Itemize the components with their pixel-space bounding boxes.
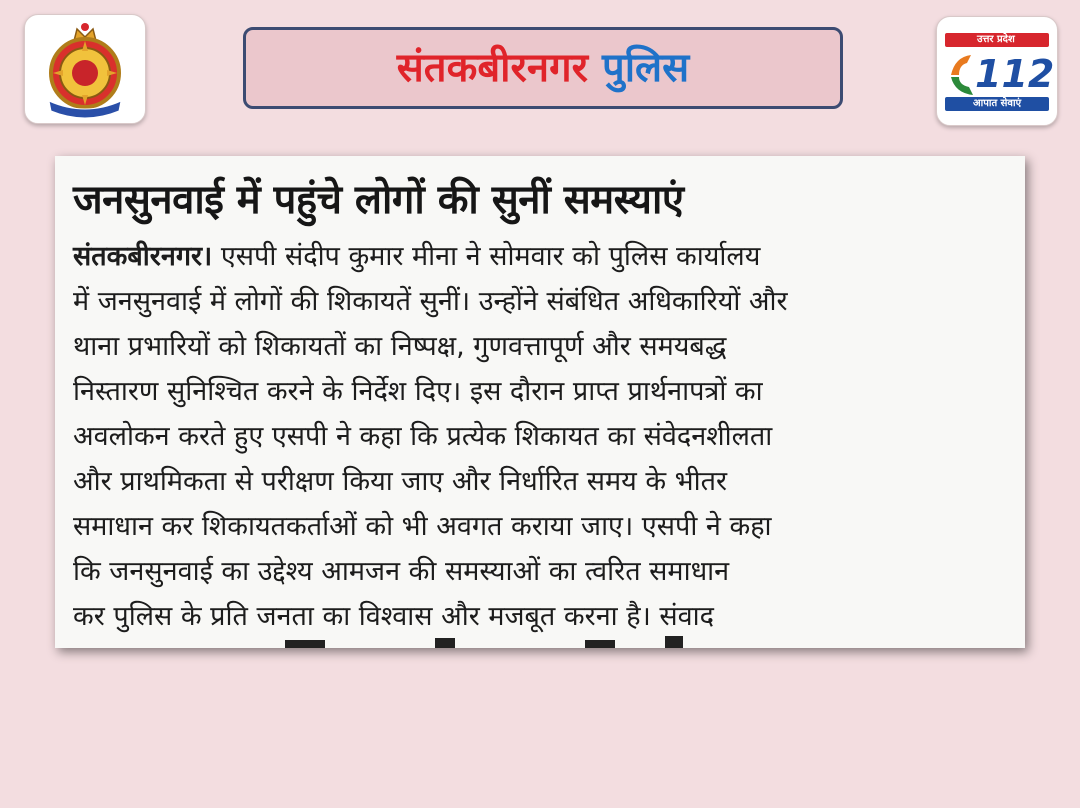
emergency-112-logo [936,16,1058,126]
article-line: कि जनसुनवाई का उद्देश्य आमजन की समस्याओं का त्वरित समाधान [73,556,730,587]
page-title-banner [243,27,843,109]
logo-112-bottom-text: आपात सेवाएं [973,98,1022,109]
article-line: अवलोकन करते हुए एसपी ने कहा कि प्रत्येक शिकायत का संवेदनशीलता [73,421,773,452]
article-body [73,234,1007,639]
title-police: पुलिस [601,45,690,91]
up-police-emblem-icon [25,15,145,123]
cut-next-headline [285,634,805,648]
up-police-logo [24,14,146,124]
article-line: निस्तारण सुनिश्चित करने के निर्देश दिए। इस दौरान प्राप्त प्रार्थनापत्रों का [73,376,763,407]
logo-112-number: 112 [975,52,1055,96]
article-line: थाना प्रभारियों को शिकायतों का निष्पक्ष, गुणवत्तापूर्ण और समयबद्ध [73,331,727,362]
article-line: कर पुलिस के प्रति जनता का विश्वास और मजबूत करना है। संवाद [73,601,714,632]
article-dateline: संतकबीरनगर। [73,241,213,272]
article-line: समाधान कर शिकायतकर्ताओं को भी अवगत कराया जाए। एसपी ने कहा [73,511,772,542]
article-line: और प्राथमिकता से परीक्षण किया जाए और निर्धारित समय के भीतर [73,466,728,497]
article-headline: जनसुनवाई में पहुंचे लोगों की सुनीं समस्याएं [73,177,684,223]
article-line [73,234,1007,279]
article-line: में जनसुनवाई में लोगों की शिकायतें सुनीं। उन्होंने संबंधित अधिकारियों और [73,286,788,317]
newspaper-clipping [55,156,1025,648]
logo-112-top-text: उत्तर प्रदेश [977,34,1015,45]
article-line-text: एसपी संदीप कुमार मीना ने सोमवार को पुलिस कार्यालय [212,241,761,272]
title-city: संतकबीरनगर [396,45,588,91]
